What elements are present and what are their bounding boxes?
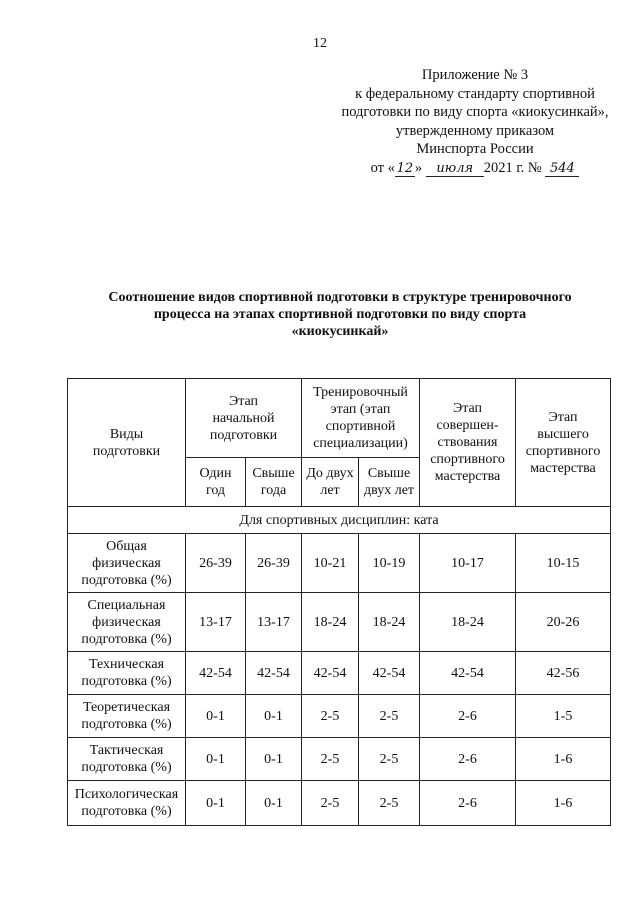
table-row: [68, 593, 611, 652]
table-section-row: [68, 507, 611, 534]
table-cell: 0-1: [246, 738, 302, 781]
table-cell: 10-19: [359, 534, 420, 593]
table-header-row: [68, 379, 611, 458]
table-cell: 2-5: [302, 781, 359, 826]
subheader-over-year: Свыше года: [246, 458, 302, 507]
table-cell: 0-1: [186, 695, 246, 738]
table-cell: 2-5: [359, 781, 420, 826]
table-cell: 0-1: [246, 781, 302, 826]
table-cell: 2-6: [420, 738, 516, 781]
table-cell: 1-6: [516, 781, 611, 826]
header-stage-higher: Этап высшего спортивного мастерства: [516, 379, 611, 507]
appendix-block: [330, 66, 620, 177]
table-cell: 42-54: [246, 652, 302, 695]
table-cell: 1-5: [516, 695, 611, 738]
table-cell: 2-5: [359, 695, 420, 738]
appendix-line: подготовки по виду спорта «киокусинкай»,: [341, 104, 609, 120]
table-cell: 0-1: [186, 738, 246, 781]
date-mid: »: [414, 159, 426, 176]
table-cell: 42-54: [359, 652, 420, 695]
table-cell: 42-54: [420, 652, 516, 695]
table-cell: 20-26: [516, 593, 611, 652]
row-label: Общая физическая подготовка (%): [68, 534, 186, 593]
table-cell: 42-56: [516, 652, 611, 695]
table-cell: 0-1: [186, 781, 246, 826]
table-cell: 18-24: [420, 593, 516, 652]
row-label: Специальная физическая подготовка (%): [68, 593, 186, 652]
subheader-one-year: Один год: [186, 458, 246, 507]
table-cell: 10-21: [302, 534, 359, 593]
appendix-line: Минспорта России: [416, 141, 534, 157]
date-year: 2021 г. №: [483, 159, 542, 176]
table-cell: 42-54: [186, 652, 246, 695]
section-label: Для спортивных дисциплин: ката: [68, 507, 611, 534]
row-label: Теоретическая подготовка (%): [68, 695, 186, 738]
table-cell: 42-54: [302, 652, 359, 695]
table-cell: 0-1: [246, 695, 302, 738]
table-cell: 26-39: [246, 534, 302, 593]
table-cell: 1-6: [516, 738, 611, 781]
table-cell: 13-17: [186, 593, 246, 652]
table-row: [68, 695, 611, 738]
table-row: [68, 652, 611, 695]
title-line: «киокусинкай»: [291, 324, 389, 339]
table-cell: 2-6: [420, 695, 516, 738]
table-row: [68, 534, 611, 593]
header-training-types: Виды подготовки: [68, 379, 186, 507]
table-cell: 2-6: [420, 781, 516, 826]
appendix-line: Приложение № 3: [421, 67, 529, 83]
appendix-date-line: [330, 159, 620, 178]
row-label: Тактическая подготовка (%): [68, 738, 186, 781]
row-label: Психологическая подготовка (%): [68, 781, 186, 826]
table-cell: 10-17: [420, 534, 516, 593]
row-label: Техническая подготовка (%): [68, 652, 186, 695]
appendix-line: к федеральному стандарту спортивной: [355, 85, 595, 102]
order-number-handwritten: 544: [545, 162, 579, 177]
subheader-over-two-years: Свыше двух лет: [359, 458, 420, 507]
document-title: [80, 289, 600, 340]
table-cell: 2-5: [302, 738, 359, 781]
training-ratio-table: [67, 378, 611, 826]
title-line: Соотношение видов спортивной подготовки в структуре тренировочного: [108, 290, 572, 305]
title-line: процесса на этапах спортивной подготовки по виду спорта: [153, 307, 527, 322]
table-row: [68, 781, 611, 826]
appendix-line: утвержденному приказом: [395, 122, 555, 139]
table-row: [68, 738, 611, 781]
header-stage-improvement: Этап совершен- ствования спортивного мастерства: [420, 379, 516, 507]
table-cell: 10-15: [516, 534, 611, 593]
date-prefix: от «: [370, 159, 395, 176]
table-cell: 18-24: [302, 593, 359, 652]
table-cell: 2-5: [302, 695, 359, 738]
table-cell: 13-17: [246, 593, 302, 652]
table-cell: 2-5: [359, 738, 420, 781]
date-day-handwritten: 12: [396, 160, 414, 176]
header-stage-training: Тренировочный этап (этап спортивной специализации): [302, 379, 420, 458]
table-cell: 26-39: [186, 534, 246, 593]
table-cell: 18-24: [359, 593, 420, 652]
header-stage-initial: Этап начальной подготовки: [186, 379, 302, 458]
page-number: 12: [313, 36, 327, 51]
date-month-handwritten: июля: [426, 162, 484, 177]
subheader-upto-two-years: До двух лет: [302, 458, 359, 507]
